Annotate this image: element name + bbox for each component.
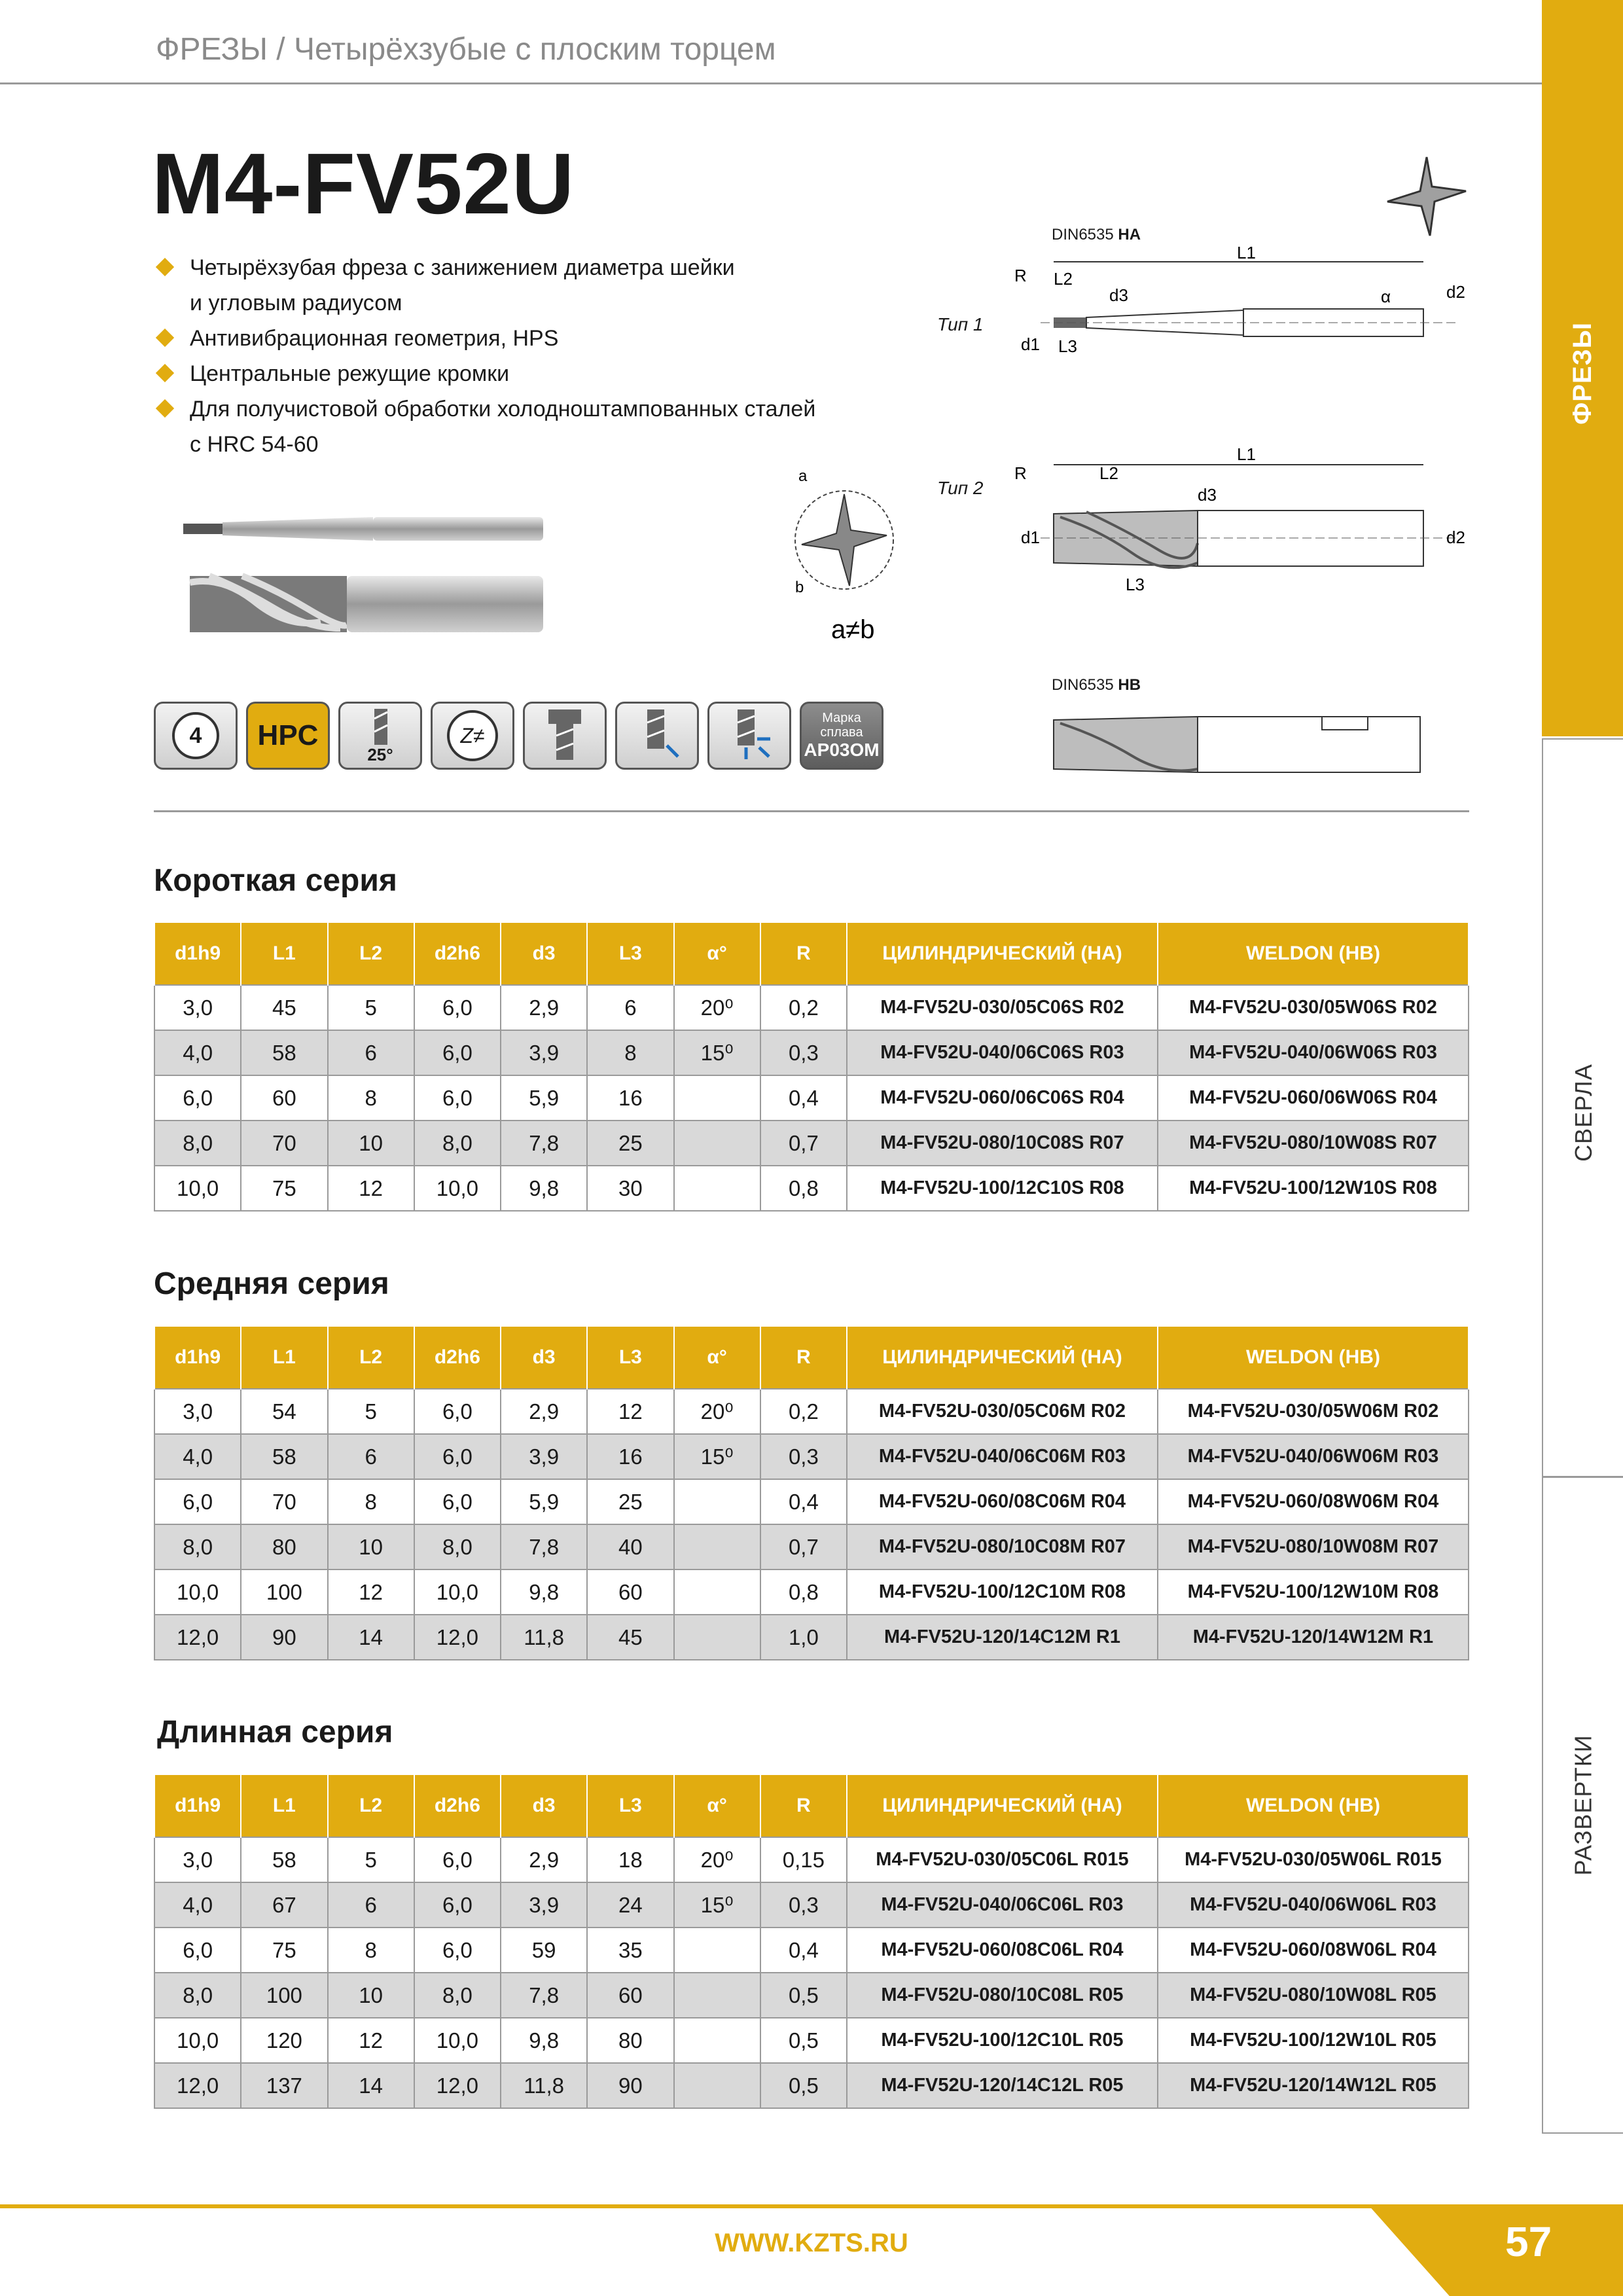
- table-cell: 90: [587, 2063, 673, 2108]
- table-cell: 25: [587, 1479, 673, 1524]
- table-cell: 40: [587, 1524, 673, 1570]
- table-row: [154, 1434, 1469, 1479]
- table-cell: 0,8: [760, 1570, 847, 1615]
- svg-text:d2: d2: [1446, 528, 1465, 547]
- helix-angle-value: 25°: [367, 745, 393, 764]
- table-cell: 137: [241, 2063, 327, 2108]
- order-code-cell: M4-FV52U-060/08W06M R04: [1158, 1479, 1469, 1524]
- table-cell: 6: [328, 1030, 414, 1075]
- table-cell: 10: [328, 1973, 414, 2018]
- svg-text:α: α: [1381, 287, 1391, 306]
- table-cell: 75: [241, 1928, 327, 1973]
- table-cell: 6: [328, 1434, 414, 1479]
- table-row: [154, 1973, 1469, 2018]
- table-cell: 14: [328, 1615, 414, 1660]
- table-cell: 16: [587, 1075, 673, 1121]
- column-header: ЦИЛИНДРИЧЕСКИЙ (HA): [847, 1326, 1158, 1389]
- section-divider: [154, 810, 1469, 812]
- order-code-cell: M4-FV52U-040/06C06L R03: [847, 1882, 1158, 1928]
- table-cell: 2,9: [501, 985, 587, 1030]
- table-cell: 12,0: [414, 2063, 501, 2108]
- column-header: α°: [674, 922, 760, 985]
- order-code-cell: M4-FV52U-060/08C06M R04: [847, 1479, 1158, 1524]
- table-cell: 12,0: [414, 1615, 501, 1660]
- table-cell: [674, 1615, 760, 1660]
- table-cell: 6,0: [414, 1030, 501, 1075]
- table-cell: 12: [587, 1389, 673, 1434]
- feature-item-continued: и угловым радиусом: [190, 291, 402, 315]
- table-cell: 9,8: [501, 1570, 587, 1615]
- column-header: R: [760, 922, 847, 985]
- column-header: R: [760, 1774, 847, 1837]
- table-cell: 90: [241, 1615, 327, 1660]
- table-cell: 8: [328, 1479, 414, 1524]
- column-header: R: [760, 1326, 847, 1389]
- table-cell: 0,4: [760, 1928, 847, 1973]
- spec-table-medium: [154, 1325, 1469, 1660]
- order-code-cell: M4-FV52U-080/10C08L R05: [847, 1973, 1158, 2018]
- table-cell: 8,0: [154, 1973, 241, 2018]
- order-code-cell: M4-FV52U-100/12W10S R08: [1158, 1166, 1469, 1211]
- order-code-cell: M4-FV52U-030/05C06L R015: [847, 1837, 1158, 1882]
- table-cell: [674, 1121, 760, 1166]
- table-row: [154, 1570, 1469, 1615]
- order-code-cell: M4-FV52U-120/14W12L R05: [1158, 2063, 1469, 2108]
- order-code-cell: M4-FV52U-030/05C06M R02: [847, 1389, 1158, 1434]
- table-row: [154, 1479, 1469, 1524]
- table-cell: 58: [241, 1030, 327, 1075]
- table-cell: [674, 2018, 760, 2063]
- breadcrumb: ФРЕЗЫ / Четырёхзубые с плоским торцем: [156, 32, 776, 67]
- column-header: d3: [501, 922, 587, 985]
- order-code-cell: M4-FV52U-100/12C10S R08: [847, 1166, 1158, 1211]
- table-cell: 20⁰: [674, 985, 760, 1030]
- table-cell: 3,9: [501, 1434, 587, 1479]
- table-cell: 10,0: [154, 2018, 241, 2063]
- spec-table-long: [154, 1774, 1469, 2109]
- four-flute-section-icon: [1381, 151, 1472, 242]
- table-cell: 45: [587, 1615, 673, 1660]
- side-tab-sverla[interactable]: [1542, 738, 1623, 1477]
- tool-photo: [183, 511, 563, 641]
- table-cell: 8,0: [154, 1524, 241, 1570]
- feature-item-continued: с HRC 54-60: [190, 432, 319, 457]
- column-header: WELDON (HB): [1158, 922, 1469, 985]
- table-row: [154, 1030, 1469, 1075]
- product-title: M4-FV52U: [152, 135, 575, 232]
- column-header: WELDON (HB): [1158, 1326, 1469, 1389]
- table-cell: 120: [241, 2018, 327, 2063]
- table-cell: 5: [328, 1837, 414, 1882]
- svg-text:L3: L3: [1126, 575, 1145, 594]
- helix-angle-glyph-icon: [361, 709, 401, 748]
- table-cell: 6,0: [414, 1389, 501, 1434]
- order-code-cell: M4-FV52U-080/10W08S R07: [1158, 1121, 1469, 1166]
- table-cell: 3,0: [154, 985, 241, 1030]
- table-cell: 8,0: [154, 1121, 241, 1166]
- table-cell: 10,0: [414, 1166, 501, 1211]
- table-row: [154, 1524, 1469, 1570]
- table-cell: 6,0: [154, 1075, 241, 1121]
- table-cell: 6,0: [414, 985, 501, 1030]
- table-cell: 10,0: [154, 1570, 241, 1615]
- flat-end-icon: [523, 702, 607, 770]
- order-code-cell: M4-FV52U-100/12C10L R05: [847, 2018, 1158, 2063]
- table-cell: 12: [328, 1166, 414, 1211]
- column-header: d1h9: [154, 922, 241, 985]
- table-cell: 3,9: [501, 1882, 587, 1928]
- bullet-diamond-icon: [156, 399, 174, 418]
- table-cell: 70: [241, 1479, 327, 1524]
- feature-item: Четырёхзубая фреза с занижением диаметра шейки: [157, 250, 864, 285]
- order-code-cell: M4-FV52U-100/12W10M R08: [1158, 1570, 1469, 1615]
- order-code-cell: M4-FV52U-120/14W12M R1: [1158, 1615, 1469, 1660]
- footer-line: [0, 2204, 1374, 2208]
- table-cell: 6,0: [414, 1479, 501, 1524]
- table-row: [154, 1615, 1469, 1660]
- table-cell: 24: [587, 1882, 673, 1928]
- table-cell: 0,4: [760, 1075, 847, 1121]
- table-cell: 5: [328, 985, 414, 1030]
- dim-b: b: [795, 579, 804, 596]
- standard-hb-label: DIN6535 HB: [1052, 676, 1141, 694]
- table-cell: 60: [587, 1973, 673, 2018]
- table-cell: 10,0: [414, 1570, 501, 1615]
- table-cell: 3,0: [154, 1389, 241, 1434]
- column-header: ЦИЛИНДРИЧЕСКИЙ (HA): [847, 922, 1158, 985]
- order-code-cell: M4-FV52U-080/10C08S R07: [847, 1121, 1158, 1166]
- table-header-row: [154, 1326, 1469, 1389]
- table-cell: 70: [241, 1121, 327, 1166]
- table-cell: 12,0: [154, 1615, 241, 1660]
- table-cell: 10: [328, 1524, 414, 1570]
- table-cell: 7,8: [501, 1524, 587, 1570]
- table-cell: 12: [328, 2018, 414, 2063]
- table-cell: 5: [328, 1389, 414, 1434]
- side-tab-razvertki-label: РАЗВЕРТКИ: [1570, 1734, 1597, 1876]
- bullet-diamond-icon: [156, 258, 174, 276]
- table-header-row: [154, 1774, 1469, 1837]
- table-row: [154, 1121, 1469, 1166]
- order-code-cell: M4-FV52U-100/12W10L R05: [1158, 2018, 1469, 2063]
- table-cell: 6,0: [414, 1928, 501, 1973]
- table-row: [154, 1075, 1469, 1121]
- svg-text:d2: d2: [1446, 282, 1465, 302]
- table-cell: 10: [328, 1121, 414, 1166]
- feature-item: Для получистовой обработки холодноштампованных сталей: [157, 391, 864, 427]
- column-header: L2: [328, 922, 414, 985]
- order-code-cell: M4-FV52U-080/10W08M R07: [1158, 1524, 1469, 1570]
- table-cell: 5,9: [501, 1479, 587, 1524]
- spec-table-short: [154, 922, 1469, 1211]
- table-cell: [674, 1570, 760, 1615]
- order-code-cell: M4-FV52U-040/06W06L R03: [1158, 1882, 1469, 1928]
- table-cell: 0,5: [760, 2063, 847, 2108]
- table-cell: 15⁰: [674, 1030, 760, 1075]
- table-row: [154, 2063, 1469, 2108]
- table-cell: 6,0: [154, 1479, 241, 1524]
- helix-angle-icon: [338, 702, 422, 770]
- table-cell: 8: [328, 1928, 414, 1973]
- table-cell: 12: [328, 1570, 414, 1615]
- order-code-cell: M4-FV52U-100/12C10M R08: [847, 1570, 1158, 1615]
- table-cell: 12,0: [154, 2063, 241, 2108]
- table-cell: 0,7: [760, 1121, 847, 1166]
- table-cell: [674, 1479, 760, 1524]
- table-cell: 58: [241, 1837, 327, 1882]
- svg-text:L3: L3: [1058, 336, 1077, 356]
- table-cell: 9,8: [501, 2018, 587, 2063]
- bullet-diamond-icon: [156, 364, 174, 382]
- column-header: L3: [587, 922, 673, 985]
- table-cell: 4,0: [154, 1434, 241, 1479]
- column-header: d3: [501, 1326, 587, 1389]
- hb-drawing: [1047, 710, 1427, 782]
- table-cell: 7,8: [501, 1121, 587, 1166]
- feature-list: [157, 250, 864, 462]
- table-cell: 0,3: [760, 1030, 847, 1075]
- table-row: [154, 1837, 1469, 1882]
- order-code-cell: M4-FV52U-060/08C06L R04: [847, 1928, 1158, 1973]
- table-cell: 6,0: [154, 1928, 241, 1973]
- table-cell: [674, 1075, 760, 1121]
- table-cell: 58: [241, 1434, 327, 1479]
- order-code-cell: M4-FV52U-060/06W06S R04: [1158, 1075, 1469, 1121]
- table-cell: 8: [328, 1075, 414, 1121]
- order-code-cell: M4-FV52U-060/06C06S R04: [847, 1075, 1158, 1121]
- unequal-pitch-icon: Z≠: [431, 702, 514, 770]
- table-cell: 11,8: [501, 2063, 587, 2108]
- dim-a: a: [798, 467, 808, 485]
- flat-end-glyph-icon: [542, 709, 588, 762]
- order-code-cell: M4-FV52U-120/14C12L R05: [847, 2063, 1158, 2108]
- table-cell: 0,2: [760, 985, 847, 1030]
- column-header: L3: [587, 1774, 673, 1837]
- side-tab-razvertki[interactable]: [1542, 1477, 1623, 2134]
- table-cell: [674, 2063, 760, 2108]
- column-header: L1: [241, 1774, 327, 1837]
- table-cell: 35: [587, 1928, 673, 1973]
- table-cell: 6,0: [414, 1882, 501, 1928]
- table-cell: 54: [241, 1389, 327, 1434]
- column-header: L1: [241, 922, 327, 985]
- table-header-row: [154, 922, 1469, 985]
- order-code-cell: M4-FV52U-030/05C06S R02: [847, 985, 1158, 1030]
- table-cell: 0,4: [760, 1479, 847, 1524]
- column-header: d2h6: [414, 922, 501, 985]
- table-cell: 6,0: [414, 1837, 501, 1882]
- plunge-milling-glyph-icon: [723, 709, 776, 762]
- header-divider: [0, 82, 1542, 84]
- table-cell: 7,8: [501, 1973, 587, 2018]
- feature-item: Центральные режущие кромки: [157, 356, 864, 391]
- table-cell: 0,8: [760, 1166, 847, 1211]
- table-cell: 8,0: [414, 1121, 501, 1166]
- column-header: WELDON (HB): [1158, 1774, 1469, 1837]
- order-code-cell: M4-FV52U-120/14C12M R1: [847, 1615, 1158, 1660]
- column-header: L3: [587, 1326, 673, 1389]
- type1-drawing: [1001, 236, 1472, 373]
- table-cell: 4,0: [154, 1030, 241, 1075]
- order-code-cell: M4-FV52U-040/06C06M R03: [847, 1434, 1158, 1479]
- feature-icons-row: [154, 702, 883, 770]
- column-header: L1: [241, 1326, 327, 1389]
- table-cell: 10,0: [414, 2018, 501, 2063]
- table-cell: 3,9: [501, 1030, 587, 1075]
- table-cell: 75: [241, 1166, 327, 1211]
- table-cell: 80: [241, 1524, 327, 1570]
- table-cell: 6: [587, 985, 673, 1030]
- table-cell: 18: [587, 1837, 673, 1882]
- column-header: L2: [328, 1774, 414, 1837]
- bullet-diamond-icon: [156, 329, 174, 347]
- table-cell: 6: [328, 1882, 414, 1928]
- column-header: d3: [501, 1774, 587, 1837]
- svg-text:L1: L1: [1237, 444, 1256, 464]
- table-cell: 100: [241, 1973, 327, 2018]
- order-code-cell: M4-FV52U-040/06C06S R03: [847, 1030, 1158, 1075]
- table-cell: 9,8: [501, 1166, 587, 1211]
- table-cell: 25: [587, 1121, 673, 1166]
- table-cell: 67: [241, 1882, 327, 1928]
- type1-label: Тип 1: [937, 314, 984, 334]
- order-code-cell: M4-FV52U-030/05W06S R02: [1158, 985, 1469, 1030]
- table-cell: 11,8: [501, 1615, 587, 1660]
- svg-text:L2: L2: [1054, 269, 1073, 289]
- table-cell: 1,0: [760, 1615, 847, 1660]
- table-cell: 3,0: [154, 1837, 241, 1882]
- table-cell: 8: [587, 1030, 673, 1075]
- table-cell: 14: [328, 2063, 414, 2108]
- order-code-cell: M4-FV52U-040/06W06S R03: [1158, 1030, 1469, 1075]
- svg-text:L1: L1: [1237, 243, 1256, 262]
- order-code-cell: M4-FV52U-080/10C08M R07: [847, 1524, 1158, 1570]
- table-cell: [674, 1166, 760, 1211]
- table-cell: [674, 1524, 760, 1570]
- svg-text:R: R: [1014, 463, 1027, 483]
- table-cell: 0,2: [760, 1389, 847, 1434]
- table-cell: 100: [241, 1570, 327, 1615]
- side-tab-frezy-label: ФРЕЗЫ: [1567, 321, 1597, 425]
- series-title-short: Короткая серия: [154, 863, 397, 898]
- table-cell: [674, 1973, 760, 2018]
- table-cell: 15⁰: [674, 1434, 760, 1479]
- table-cell: 15⁰: [674, 1882, 760, 1928]
- svg-text:d1: d1: [1021, 528, 1040, 547]
- column-header: α°: [674, 1774, 760, 1837]
- side-tab-frezy[interactable]: [1542, 0, 1623, 736]
- table-cell: 6,0: [414, 1075, 501, 1121]
- order-code-cell: M4-FV52U-060/08W06L R04: [1158, 1928, 1469, 1973]
- table-cell: 16: [587, 1434, 673, 1479]
- footer-url-link[interactable]: WWW.KZTS.RU: [715, 2229, 908, 2257]
- table-cell: 20⁰: [674, 1837, 760, 1882]
- column-header: d1h9: [154, 1326, 241, 1389]
- table-cell: 60: [241, 1075, 327, 1121]
- table-cell: 0,7: [760, 1524, 847, 1570]
- table-cell: 5,9: [501, 1075, 587, 1121]
- table-cell: 60: [587, 1570, 673, 1615]
- table-cell: 30: [587, 1166, 673, 1211]
- table-cell: 10,0: [154, 1166, 241, 1211]
- table-cell: 0,3: [760, 1434, 847, 1479]
- a-not-equal-b-label: a≠b: [831, 615, 875, 644]
- side-milling-icon: [615, 702, 699, 770]
- side-tab-corner: [1542, 658, 1623, 736]
- order-code-cell: M4-FV52U-080/10W08L R05: [1158, 1973, 1469, 2018]
- alloy-grade-badge: Марка сплава AP03OM: [800, 702, 883, 770]
- type2-label: Тип 2: [937, 478, 984, 498]
- plunge-milling-icon: [707, 702, 791, 770]
- column-header: d2h6: [414, 1326, 501, 1389]
- feature-item: Антивибрационная геометрия, HPS: [157, 321, 864, 356]
- table-cell: 0,5: [760, 1973, 847, 2018]
- svg-text:d3: d3: [1198, 485, 1217, 505]
- standard-ha-label: DIN6535 HA: [1052, 226, 1141, 243]
- svg-text:d3: d3: [1109, 285, 1128, 305]
- table-cell: 0,5: [760, 2018, 847, 2063]
- hpc-icon: HPC: [246, 702, 330, 770]
- table-cell: 6,0: [414, 1434, 501, 1479]
- table-row: [154, 985, 1469, 1030]
- table-cell: [674, 1928, 760, 1973]
- order-code-cell: M4-FV52U-030/05W06L R015: [1158, 1837, 1469, 1882]
- svg-text:R: R: [1014, 266, 1027, 285]
- series-title-medium: Средняя серия: [154, 1266, 389, 1301]
- column-header: d1h9: [154, 1774, 241, 1837]
- table-cell: 8,0: [414, 1524, 501, 1570]
- table-cell: 80: [587, 2018, 673, 2063]
- table-cell: 4,0: [154, 1882, 241, 1928]
- series-title-long: Длинная серия: [157, 1715, 393, 1749]
- table-cell: 2,9: [501, 1837, 587, 1882]
- table-row: [154, 1928, 1469, 1973]
- table-cell: 2,9: [501, 1389, 587, 1434]
- column-header: L2: [328, 1326, 414, 1389]
- table-cell: 20⁰: [674, 1389, 760, 1434]
- table-cell: 0,3: [760, 1882, 847, 1928]
- svg-text:d1: d1: [1021, 334, 1040, 354]
- side-milling-glyph-icon: [631, 709, 683, 762]
- table-row: [154, 1882, 1469, 1928]
- table-cell: 0,15: [760, 1837, 847, 1882]
- table-cell: 59: [501, 1928, 587, 1973]
- table-row: [154, 1389, 1469, 1434]
- side-tab-sverla-label: СВЕРЛА: [1570, 1064, 1597, 1162]
- type2-drawing: [1001, 439, 1472, 609]
- column-header: α°: [674, 1326, 760, 1389]
- order-code-cell: M4-FV52U-030/05W06M R02: [1158, 1389, 1469, 1434]
- column-header: d2h6: [414, 1774, 501, 1837]
- table-row: [154, 2018, 1469, 2063]
- four-teeth-icon: 4: [154, 702, 238, 770]
- page-number: 57: [1505, 2218, 1552, 2265]
- cross-section-drawing: [772, 458, 897, 655]
- table-cell: 8,0: [414, 1973, 501, 2018]
- svg-text:L2: L2: [1099, 463, 1118, 483]
- table-cell: 45: [241, 985, 327, 1030]
- order-code-cell: M4-FV52U-040/06W06M R03: [1158, 1434, 1469, 1479]
- column-header: ЦИЛИНДРИЧЕСКИЙ (HA): [847, 1774, 1158, 1837]
- table-row: [154, 1166, 1469, 1211]
